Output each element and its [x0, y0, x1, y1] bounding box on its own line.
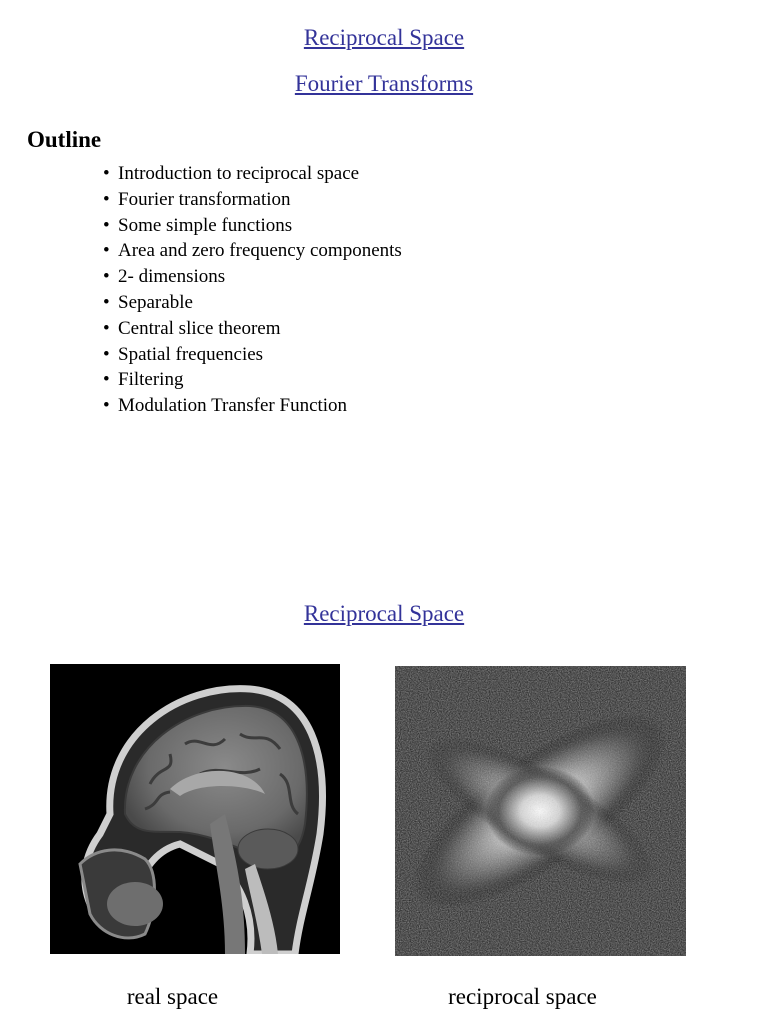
list-item-text: 2- dimensions [118, 266, 226, 288]
bullet-icon: • [103, 163, 110, 184]
bullet-icon: • [103, 395, 110, 417]
outline-list [103, 162, 402, 420]
outline-heading: Outline [27, 127, 102, 152]
fourier-spectrum-graphic [395, 666, 686, 956]
reciprocal-space-fourier-image [395, 666, 686, 956]
bullet-icon: • [103, 214, 110, 236]
bullet-icon: • [103, 188, 110, 210]
list-item-text: Filtering [118, 369, 184, 391]
bullet-icon: • [103, 240, 110, 262]
list-item-text: Central slice theorem [118, 317, 281, 339]
bullet-icon: • [103, 291, 110, 313]
list-item [103, 162, 402, 188]
title-link-fourier-transforms[interactable]: Fourier Transforms [294, 71, 474, 96]
mri-head-graphic [50, 664, 340, 954]
section-link-reciprocal-space[interactable]: Reciprocal Space [303, 601, 465, 626]
real-space-caption: real space [126, 984, 219, 1009]
list-item [103, 239, 402, 265]
list-item-text: Introduction to reciprocal space [118, 163, 360, 184]
list-item [103, 265, 402, 291]
list-item [103, 368, 402, 394]
list-item-text: Fourier transformation [118, 188, 291, 210]
list-item-text: Some simple functions [118, 214, 293, 236]
bullet-icon: • [103, 343, 110, 365]
list-item [103, 291, 402, 317]
list-item [103, 343, 402, 369]
reciprocal-space-caption: reciprocal space [448, 984, 597, 1009]
list-item [103, 394, 402, 420]
list-item-text: Separable [118, 291, 193, 313]
list-item-text: Spatial frequencies [118, 343, 264, 365]
list-item-text: Area and zero frequency components [118, 240, 402, 262]
list-item-text: Modulation Transfer Function [118, 395, 348, 417]
bullet-icon: • [103, 317, 110, 339]
list-item [103, 188, 402, 214]
bullet-icon: • [103, 369, 110, 391]
real-space-mri-image [50, 664, 340, 954]
title-link-reciprocal-space[interactable]: Reciprocal Space [303, 25, 465, 50]
list-item [103, 317, 402, 343]
list-item [103, 214, 402, 240]
bullet-icon: • [103, 266, 110, 288]
